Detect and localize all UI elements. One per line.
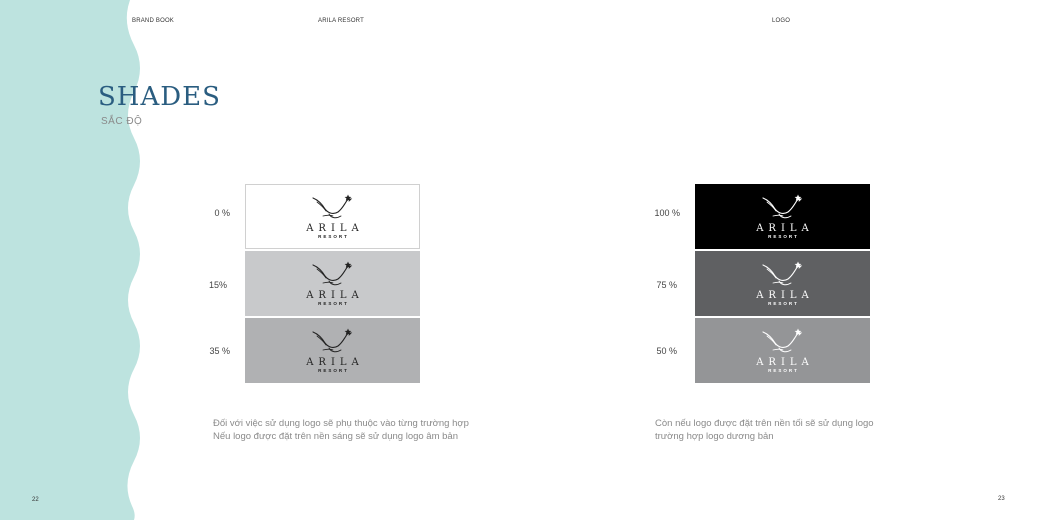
- logo-swatch-50: [695, 318, 870, 383]
- dark-description-line1: Còn nếu logo được đặt trên nền tối sẽ sử dụng logo: [655, 418, 874, 429]
- logo-wordmark: ARILA: [756, 356, 814, 368]
- logo-tagline: RESORT: [768, 233, 799, 239]
- logo-swatch-100: [695, 184, 870, 249]
- logo-wordmark: ARILA: [306, 289, 364, 301]
- logo-swatch-75: [695, 251, 870, 316]
- dove-logo-icon: [761, 328, 805, 356]
- dove-logo-icon: [311, 261, 355, 289]
- header-logo: LOGO: [772, 18, 791, 24]
- logo-swatch-0: [245, 184, 420, 249]
- shade-label-15: 15%: [208, 280, 227, 290]
- dove-logo-icon: [761, 194, 805, 222]
- logo-wordmark: ARILA: [756, 222, 814, 234]
- light-description-line1: Đối với việc sử dụng logo sẽ phụ thuộc vào từng trường hợp: [213, 418, 469, 429]
- wave-shape: [0, 0, 143, 520]
- shade-label-100: 100 %: [654, 208, 680, 218]
- dark-description-line2: trường hợp logo dương bản: [655, 431, 774, 442]
- page-title: SHADES: [98, 82, 221, 112]
- dove-logo-icon: [761, 261, 805, 289]
- dark-description: [655, 417, 874, 443]
- shade-label-50: 50 %: [656, 346, 677, 356]
- logo-tagline: RESORT: [318, 233, 349, 239]
- logo-wordmark: ARILA: [306, 356, 364, 368]
- light-description: [213, 417, 469, 443]
- shade-label-35: 35 %: [209, 346, 230, 356]
- shade-label-0: 0 %: [214, 208, 230, 218]
- logo-swatch-35: [245, 318, 420, 383]
- logo-tagline: RESORT: [318, 300, 349, 306]
- dove-logo-icon: [311, 328, 355, 356]
- shade-label-75: 75 %: [656, 280, 677, 290]
- page-number-left: 22: [32, 497, 39, 503]
- logo-tagline: RESORT: [768, 300, 799, 306]
- page-subtitle: SẮC ĐỘ: [101, 116, 143, 127]
- page-number-right: 23: [998, 496, 1005, 502]
- decorative-wave-border: [0, 0, 143, 520]
- logo-tagline: RESORT: [768, 367, 799, 373]
- logo-tagline: RESORT: [318, 367, 349, 373]
- logo-wordmark: ARILA: [306, 222, 364, 234]
- dove-logo-icon: [311, 194, 355, 222]
- header-arila-resort: ARILA RESORT: [318, 18, 364, 24]
- logo-wordmark: ARILA: [756, 289, 814, 301]
- light-description-line2: Nếu logo được đặt trên nền sáng sẽ sử dụng logo âm bản: [213, 431, 458, 442]
- logo-swatch-15: [245, 251, 420, 316]
- header-brand-book: BRAND BOOK: [132, 18, 175, 24]
